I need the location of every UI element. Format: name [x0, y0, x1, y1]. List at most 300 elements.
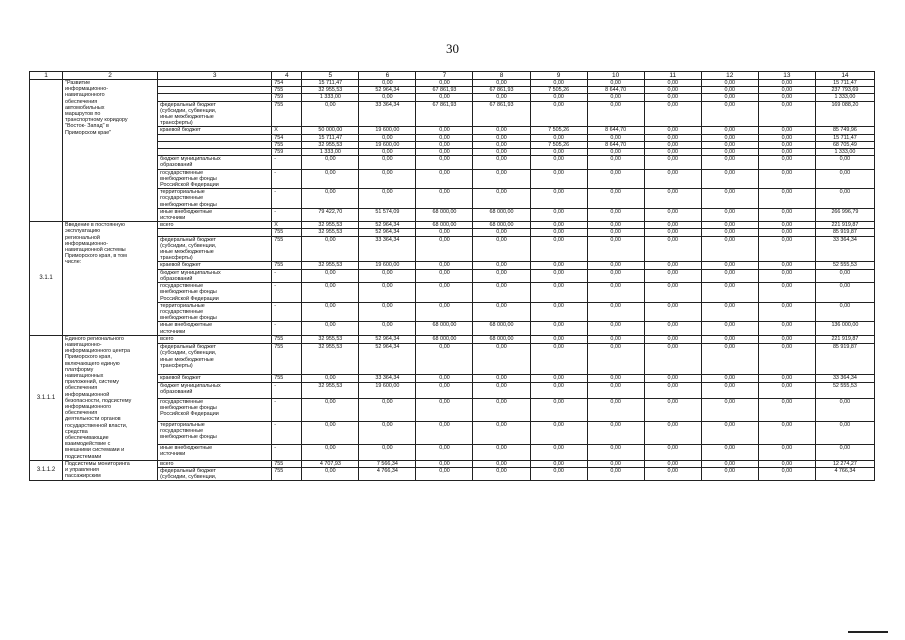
funding-source	[158, 134, 272, 141]
amount-cell: 0,00	[758, 222, 815, 229]
amount-cell: 0,00	[530, 283, 587, 303]
amount-cell: 0,00	[815, 444, 874, 460]
amount-cell: 0,00	[587, 236, 644, 262]
amount-cell: 237 793,69	[815, 87, 874, 94]
amount-cell: 0,00	[644, 383, 701, 399]
amount-cell: 0,00	[302, 374, 359, 382]
amount-cell: 67 861,93	[473, 87, 530, 94]
amount-cell: 0,00	[758, 283, 815, 303]
amount-cell: 0,00	[758, 127, 815, 134]
amount-cell: 0,00	[701, 322, 758, 335]
amount-cell: 68 000,00	[416, 222, 473, 229]
amount-cell: 0,00	[758, 169, 815, 189]
amount-cell: 0,00	[302, 189, 359, 209]
amount-cell: 0,00	[416, 374, 473, 382]
amount-cell: 1 333,00	[815, 94, 874, 101]
amount-cell: 52 964,34	[359, 335, 416, 343]
budget-code: -	[272, 208, 302, 221]
table-row	[30, 80, 875, 87]
amount-cell: 0,00	[359, 134, 416, 141]
funding-source: территориальные государственные внебюджетные фонды	[158, 189, 272, 209]
amount-cell: 33 364,34	[359, 374, 416, 382]
budget-code: -	[272, 169, 302, 189]
amount-cell: 0,00	[758, 262, 815, 269]
column-header: 11	[644, 72, 701, 80]
amount-cell: 266 996,79	[815, 208, 874, 221]
funding-source: краевой бюджет	[158, 262, 272, 269]
amount-cell: 0,00	[587, 80, 644, 87]
amount-cell: 0,00	[644, 134, 701, 141]
amount-cell: 0,00	[758, 149, 815, 156]
amount-cell: 0,00	[815, 169, 874, 189]
amount-cell: 0,00	[644, 189, 701, 209]
amount-cell: 0,00	[416, 344, 473, 374]
budget-code: 755	[272, 460, 302, 467]
amount-cell: 0,00	[359, 189, 416, 209]
budget-code: 759	[272, 94, 302, 101]
amount-cell: 0,00	[701, 460, 758, 467]
amount-cell: 0,00	[530, 222, 587, 229]
amount-cell: 1 333,00	[302, 149, 359, 156]
amount-cell: 0,00	[416, 383, 473, 399]
amount-cell: 0,00	[530, 101, 587, 127]
column-header: 5	[302, 72, 359, 80]
amount-cell: 0,00	[758, 80, 815, 87]
amount-cell: 0,00	[359, 80, 416, 87]
funding-source: бюджет муниципальных образований	[158, 383, 272, 399]
budget-code: 759	[272, 149, 302, 156]
amount-cell: 0,00	[701, 398, 758, 421]
budget-code: -	[272, 302, 302, 322]
amount-cell: 15 711,47	[302, 80, 359, 87]
amount-cell: 0,00	[359, 283, 416, 303]
amount-cell: 68 000,00	[473, 322, 530, 335]
amount-cell: 0,00	[416, 94, 473, 101]
funding-source	[158, 80, 272, 87]
amount-cell: 0,00	[473, 460, 530, 467]
activity-description: "Развитие информационно- навигационного обеспечения автомобильных маршрутов по транспортному коридору "Восток- Запад" в Приморском крае"	[63, 80, 158, 222]
amount-cell: 0,00	[644, 236, 701, 262]
amount-cell: 0,00	[644, 101, 701, 127]
amount-cell: 0,00	[644, 374, 701, 382]
amount-cell: 0,00	[758, 421, 815, 444]
amount-cell: 68 000,00	[473, 208, 530, 221]
amount-cell: 0,00	[473, 169, 530, 189]
amount-cell: 0,00	[758, 460, 815, 467]
amount-cell: 0,00	[416, 134, 473, 141]
amount-cell: 0,00	[758, 229, 815, 236]
amount-cell: 0,00	[530, 236, 587, 262]
amount-cell: 0,00	[359, 94, 416, 101]
amount-cell: 0,00	[473, 127, 530, 134]
amount-cell: 0,00	[587, 421, 644, 444]
amount-cell: 0,00	[815, 269, 874, 282]
funding-source: территориальные государственные внебюджетные фонды	[158, 302, 272, 322]
amount-cell: 0,00	[530, 208, 587, 221]
amount-cell: 0,00	[359, 398, 416, 421]
amount-cell: 0,00	[416, 269, 473, 282]
amount-cell: 0,00	[530, 302, 587, 322]
column-header: 13	[758, 72, 815, 80]
funding-source	[158, 141, 272, 148]
funding-source	[158, 87, 272, 94]
amount-cell: 0,00	[644, 208, 701, 221]
amount-cell: 0,00	[815, 156, 874, 169]
amount-cell: 0,00	[416, 229, 473, 236]
amount-cell: 0,00	[302, 169, 359, 189]
amount-cell: 0,00	[815, 302, 874, 322]
funding-source: государственные внебюджетные фонды Российской Федерации	[158, 169, 272, 189]
amount-cell: 0,00	[530, 134, 587, 141]
amount-cell: 0,00	[587, 222, 644, 229]
amount-cell: 0,00	[473, 467, 530, 480]
amount-cell: 1 333,00	[815, 149, 874, 156]
amount-cell: 0,00	[416, 460, 473, 467]
amount-cell: 0,00	[530, 80, 587, 87]
amount-cell: 19 600,00	[359, 141, 416, 148]
amount-cell: 0,00	[587, 398, 644, 421]
budget-code: 754	[272, 134, 302, 141]
amount-cell: 169 088,20	[815, 101, 874, 127]
amount-cell: 0,00	[701, 169, 758, 189]
amount-cell: 32 955,53	[302, 222, 359, 229]
funding-source: краевой бюджет	[158, 374, 272, 382]
amount-cell: 0,00	[587, 169, 644, 189]
amount-cell: 0,00	[644, 335, 701, 343]
amount-cell: 0,00	[473, 283, 530, 303]
amount-cell: 0,00	[701, 141, 758, 148]
amount-cell: 0,00	[530, 421, 587, 444]
amount-cell: 32 955,53	[302, 383, 359, 399]
row-index: 3.1.1.1	[30, 335, 63, 460]
amount-cell: 221 919,87	[815, 222, 874, 229]
amount-cell: 0,00	[701, 269, 758, 282]
amount-cell: 0,00	[644, 80, 701, 87]
amount-cell: 0,00	[815, 398, 874, 421]
amount-cell: 52 964,34	[359, 344, 416, 374]
column-header: 1	[30, 72, 63, 80]
amount-cell: 0,00	[302, 444, 359, 460]
amount-cell: 0,00	[644, 87, 701, 94]
amount-cell: 15 711,47	[302, 134, 359, 141]
amount-cell: 52 964,34	[359, 87, 416, 94]
amount-cell: 0,00	[701, 283, 758, 303]
amount-cell: 0,00	[587, 302, 644, 322]
amount-cell: 0,00	[701, 101, 758, 127]
budget-code: 755	[272, 335, 302, 343]
amount-cell: 32 955,53	[302, 262, 359, 269]
amount-cell: 0,00	[758, 467, 815, 480]
amount-cell: 32 955,53	[302, 344, 359, 374]
amount-cell: 0,00	[701, 344, 758, 374]
amount-cell: 0,00	[530, 444, 587, 460]
amount-cell: 0,00	[587, 189, 644, 209]
amount-cell: 0,00	[530, 383, 587, 399]
amount-cell: 7 505,26	[530, 141, 587, 148]
amount-cell: 0,00	[587, 322, 644, 335]
funding-source: всего	[158, 460, 272, 467]
amount-cell: 0,00	[644, 467, 701, 480]
funding-source	[158, 229, 272, 236]
amount-cell: 0,00	[302, 269, 359, 282]
table-row	[30, 460, 875, 467]
amount-cell: 0,00	[815, 283, 874, 303]
amount-cell: 0,00	[758, 269, 815, 282]
amount-cell: 15 711,47	[815, 80, 874, 87]
amount-cell: 0,00	[530, 149, 587, 156]
amount-cell: 0,00	[758, 335, 815, 343]
amount-cell: 0,00	[815, 421, 874, 444]
amount-cell: 0,00	[416, 141, 473, 148]
table-row	[30, 222, 875, 229]
amount-cell: 0,00	[644, 421, 701, 444]
amount-cell: 0,00	[302, 236, 359, 262]
funding-source: федеральный бюджет (субсидии, субвенции, иные межбюджетные трансферты)	[158, 344, 272, 374]
amount-cell: 0,00	[758, 94, 815, 101]
row-index: 3.1.1	[30, 222, 63, 335]
funding-source: федеральный бюджет (субсидии, субвенции,	[158, 467, 272, 480]
amount-cell: 0,00	[644, 127, 701, 134]
amount-cell: 0,00	[473, 80, 530, 87]
amount-cell: 0,00	[701, 236, 758, 262]
amount-cell: 0,00	[530, 467, 587, 480]
amount-cell: 32 955,53	[302, 335, 359, 343]
amount-cell: 19 600,00	[359, 383, 416, 399]
amount-cell: 15 711,47	[815, 134, 874, 141]
amount-cell: 0,00	[302, 322, 359, 335]
amount-cell: 0,00	[473, 229, 530, 236]
amount-cell: 67 861,93	[416, 101, 473, 127]
amount-cell: 0,00	[530, 262, 587, 269]
amount-cell: 51 574,09	[359, 208, 416, 221]
amount-cell: 0,00	[473, 189, 530, 209]
amount-cell: 52 964,34	[359, 222, 416, 229]
budget-code: 755	[272, 344, 302, 374]
amount-cell: 0,00	[416, 189, 473, 209]
amount-cell: 33 364,34	[359, 101, 416, 127]
amount-cell: 0,00	[359, 156, 416, 169]
budget-code: -	[272, 322, 302, 335]
amount-cell: 0,00	[644, 222, 701, 229]
amount-cell: 0,00	[587, 208, 644, 221]
amount-cell: 0,00	[473, 269, 530, 282]
budget-code: -	[272, 444, 302, 460]
amount-cell: 0,00	[701, 134, 758, 141]
amount-cell: 1 333,00	[302, 94, 359, 101]
amount-cell: 221 919,87	[815, 335, 874, 343]
amount-cell: 0,00	[701, 208, 758, 221]
amount-cell: 85 749,96	[815, 127, 874, 134]
amount-cell: 0,00	[587, 156, 644, 169]
amount-cell: 0,00	[473, 156, 530, 169]
amount-cell: 0,00	[473, 141, 530, 148]
amount-cell: 0,00	[530, 189, 587, 209]
amount-cell: 50 000,00	[302, 127, 359, 134]
amount-cell: 0,00	[815, 189, 874, 209]
amount-cell: 0,00	[587, 460, 644, 467]
amount-cell: 0,00	[473, 262, 530, 269]
amount-cell: 0,00	[416, 467, 473, 480]
funding-source: всего	[158, 222, 272, 229]
amount-cell: 0,00	[359, 421, 416, 444]
amount-cell: 0,00	[416, 80, 473, 87]
funding-source: государственные внебюджетные фонды Российской Федерации	[158, 398, 272, 421]
budget-code: 755	[272, 87, 302, 94]
amount-cell: 0,00	[416, 149, 473, 156]
amount-cell: 0,00	[644, 156, 701, 169]
amount-cell: 68 705,49	[815, 141, 874, 148]
amount-cell: 0,00	[587, 344, 644, 374]
amount-cell: 0,00	[302, 467, 359, 480]
budget-code: -	[272, 383, 302, 399]
amount-cell: 7 566,34	[359, 460, 416, 467]
amount-cell: 0,00	[587, 467, 644, 480]
amount-cell: 8 644,70	[587, 127, 644, 134]
amount-cell: 19 600,00	[359, 262, 416, 269]
amount-cell: 0,00	[587, 269, 644, 282]
amount-cell: 7 505,26	[530, 87, 587, 94]
amount-cell: 0,00	[416, 421, 473, 444]
amount-cell: 0,00	[644, 302, 701, 322]
amount-cell: 0,00	[530, 229, 587, 236]
amount-cell: 68 000,00	[416, 208, 473, 221]
amount-cell: 0,00	[530, 398, 587, 421]
amount-cell: 0,00	[587, 374, 644, 382]
amount-cell: 0,00	[701, 229, 758, 236]
amount-cell: 0,00	[701, 222, 758, 229]
budget-code: -	[272, 421, 302, 444]
amount-cell: 0,00	[302, 156, 359, 169]
amount-cell: 0,00	[701, 87, 758, 94]
amount-cell: 0,00	[644, 444, 701, 460]
amount-cell: 0,00	[302, 283, 359, 303]
funding-source: иные внебюджетные источники	[158, 444, 272, 460]
amount-cell: 79 422,70	[302, 208, 359, 221]
amount-cell: 0,00	[359, 302, 416, 322]
funding-source: территориальные государственные внебюджетные фонды	[158, 421, 272, 444]
amount-cell: 0,00	[359, 444, 416, 460]
funding-source: федеральный бюджет (субсидии, субвенции, иные межбюджетные трансферты)	[158, 236, 272, 262]
amount-cell: 0,00	[701, 335, 758, 343]
amount-cell: 0,00	[587, 229, 644, 236]
page-number: 30	[446, 41, 459, 56]
amount-cell: 0,00	[758, 398, 815, 421]
amount-cell: 32 955,53	[302, 87, 359, 94]
amount-cell: 32 955,53	[302, 229, 359, 236]
budget-code: 755	[272, 141, 302, 148]
budget-code: 755	[272, 467, 302, 480]
amount-cell: 8 644,70	[587, 87, 644, 94]
amount-cell: 0,00	[758, 322, 815, 335]
amount-cell: 0,00	[359, 322, 416, 335]
budget-code: -	[272, 283, 302, 303]
funding-source: иные внебюджетные источники	[158, 208, 272, 221]
amount-cell: 0,00	[758, 302, 815, 322]
amount-cell: 4 766,34	[815, 467, 874, 480]
funding-source	[158, 94, 272, 101]
column-header: 6	[359, 72, 416, 80]
amount-cell: 19 600,00	[359, 127, 416, 134]
amount-cell: 4 707,93	[302, 460, 359, 467]
budget-code: -	[272, 269, 302, 282]
amount-cell: 0,00	[416, 127, 473, 134]
amount-cell: 85 919,87	[815, 344, 874, 374]
amount-cell: 0,00	[359, 169, 416, 189]
amount-cell: 0,00	[473, 383, 530, 399]
amount-cell: 67 861,93	[416, 87, 473, 94]
amount-cell: 0,00	[758, 344, 815, 374]
amount-cell: 0,00	[302, 398, 359, 421]
amount-cell: 0,00	[473, 374, 530, 382]
amount-cell: 4 766,34	[359, 467, 416, 480]
funding-source: всего	[158, 335, 272, 343]
amount-cell: 0,00	[530, 344, 587, 374]
amount-cell: 0,00	[587, 134, 644, 141]
amount-cell: 0,00	[758, 236, 815, 262]
budget-table	[29, 71, 875, 481]
budget-code: 755	[272, 374, 302, 382]
amount-cell: 7 505,26	[530, 127, 587, 134]
column-header: 14	[815, 72, 874, 80]
budget-code: 755	[272, 229, 302, 236]
amount-cell: 0,00	[758, 101, 815, 127]
amount-cell: 0,00	[473, 134, 530, 141]
funding-source: государственные внебюджетные фонды Российской Федерации	[158, 283, 272, 303]
amount-cell: 0,00	[644, 229, 701, 236]
amount-cell: 0,00	[587, 444, 644, 460]
amount-cell: 0,00	[416, 156, 473, 169]
amount-cell: 67 861,93	[473, 101, 530, 127]
amount-cell: 85 919,87	[815, 229, 874, 236]
amount-cell: 0,00	[701, 149, 758, 156]
amount-cell: 0,00	[758, 189, 815, 209]
amount-cell: 0,00	[644, 344, 701, 374]
column-header: 9	[530, 72, 587, 80]
amount-cell: 0,00	[758, 87, 815, 94]
amount-cell: 68 000,00	[473, 222, 530, 229]
column-header: 3	[158, 72, 272, 80]
amount-cell: 0,00	[701, 94, 758, 101]
amount-cell: 0,00	[644, 149, 701, 156]
amount-cell: 0,00	[644, 460, 701, 467]
amount-cell: 68 000,00	[473, 335, 530, 343]
amount-cell: 68 000,00	[416, 335, 473, 343]
amount-cell: 0,00	[530, 374, 587, 382]
amount-cell: 0,00	[359, 149, 416, 156]
activity-description: Подсистемы мониторинга и управления пассажирским	[63, 460, 158, 481]
amount-cell: 0,00	[701, 374, 758, 382]
amount-cell: 0,00	[644, 262, 701, 269]
row-index	[30, 80, 63, 222]
column-header: 12	[701, 72, 758, 80]
amount-cell: 52 555,53	[815, 262, 874, 269]
amount-cell: 0,00	[473, 302, 530, 322]
amount-cell: 33 364,34	[815, 236, 874, 262]
amount-cell: 0,00	[416, 262, 473, 269]
activity-description: Единого регионального навигационно- информационного центра Приморского края, включающего единую платформу навигационных приложений, систему обеспечения информационной безопасности, подсистему информационного обеспечения деятельности органов государственной власти, средства обеспечивающие взаимодействие с внешними системами и подсистемами	[63, 335, 158, 460]
amount-cell: 0,00	[701, 421, 758, 444]
amount-cell: 0,00	[701, 156, 758, 169]
amount-cell: 52 555,53	[815, 383, 874, 399]
amount-cell: 0,00	[473, 421, 530, 444]
amount-cell: 0,00	[530, 335, 587, 343]
budget-code: 755	[272, 236, 302, 262]
amount-cell: 0,00	[416, 398, 473, 421]
budget-code: -	[272, 189, 302, 209]
amount-cell: 0,00	[758, 374, 815, 382]
budget-code: X	[272, 127, 302, 134]
amount-cell: 0,00	[530, 460, 587, 467]
